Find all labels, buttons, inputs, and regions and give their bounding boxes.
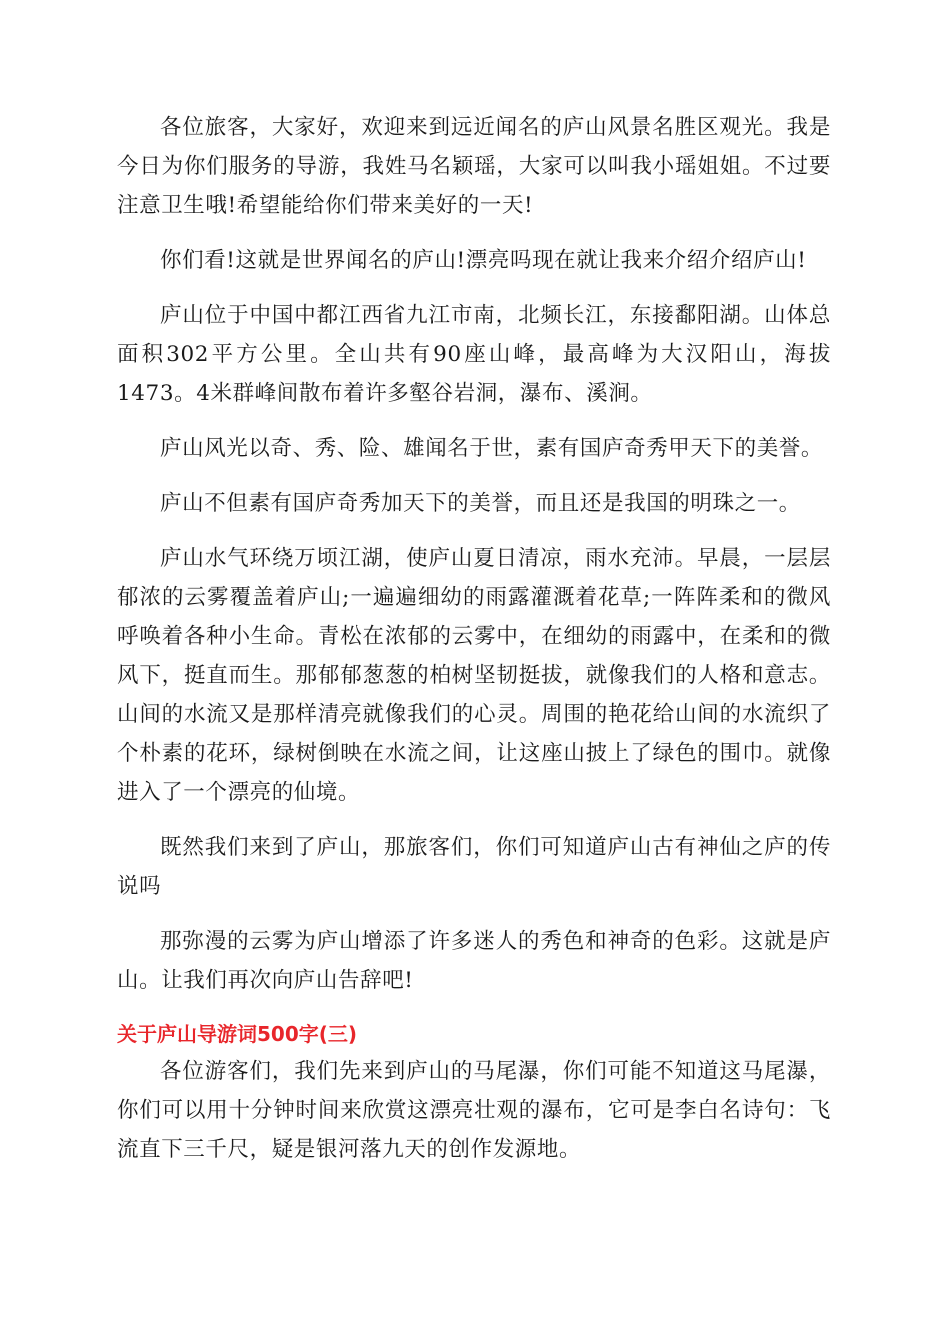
paragraph-farewell: 那弥漫的云雾为庐山增添了许多迷人的秀色和神奇的色彩。这就是庐山。让我们再次向庐山告辞吧!: [117, 929, 831, 993]
paragraph-greeting: 各位旅客，大家好，欢迎来到远近闻名的庐山风景名胜区观光。我是今日为你们服务的导游，我姓马名颖瑶，大家可以叫我小瑶姐姐。不过要注意卫生哦!希望能给你们带来美好的一天!: [117, 115, 831, 218]
paragraph-legend: 既然我们来到了庐山，那旅客们，你们可知道庐山古有神仙之庐的传说吗: [117, 835, 831, 899]
paragraph-location: 庐山位于中国中都江西省九江市南，北频长江，东接鄱阳湖。山体总面积302平方公里。全山共有90座山峰，最高峰为大汉阳山，海拔1473。4米群峰间散布着许多壑谷岩洞，瀑布、溪涧。: [117, 303, 831, 406]
paragraph-climate: 庐山水气环绕万顷江湖，使庐山夏日清凉，雨水充沛。早晨，一层层郁浓的云雾覆盖着庐山;一遍遍细幼的雨露灌溉着花草;一阵阵柔和的微风呼唤着各种小生命。青松在浓郁的云雾中，在细幼的雨露中，在柔和的微风下，挺直而生。那郁郁葱葱的柏树坚韧挺拔，就像我们的人格和意志。山间的水流又是那样清亮就像我们的心灵。周围的艳花给山间的水流织了个朴素的花环，绿树倒映在水流之间，让这座山披上了绿色的围巾。就像进入了一个漂亮的仙境。: [117, 546, 831, 805]
paragraph-scenery: 庐山风光以奇、秀、险、雄闻名于世，素有国庐奇秀甲天下的美誉。: [160, 436, 824, 461]
paragraph-waterfall: 各位游客们，我们先来到庐山的马尾瀑，你们可能不知道这马尾瀑，你们可以用十分钟时间来欣赏这漂亮壮观的瀑布，它可是李白名诗句：飞流直下三千尺，疑是银河落九天的创作发源地。: [117, 1059, 831, 1162]
section-heading: 关于庐山导游词500字(三): [117, 1022, 358, 1046]
paragraph-look: 你们看!这就是世界闻名的庐山!漂亮吗现在就让我来介绍介绍庐山!: [160, 248, 807, 273]
paragraph-pearl: 庐山不但素有国庐奇秀加天下的美誉，而且还是我国的明珠之一。: [160, 491, 801, 516]
document-body: [117, 108, 831, 1185]
